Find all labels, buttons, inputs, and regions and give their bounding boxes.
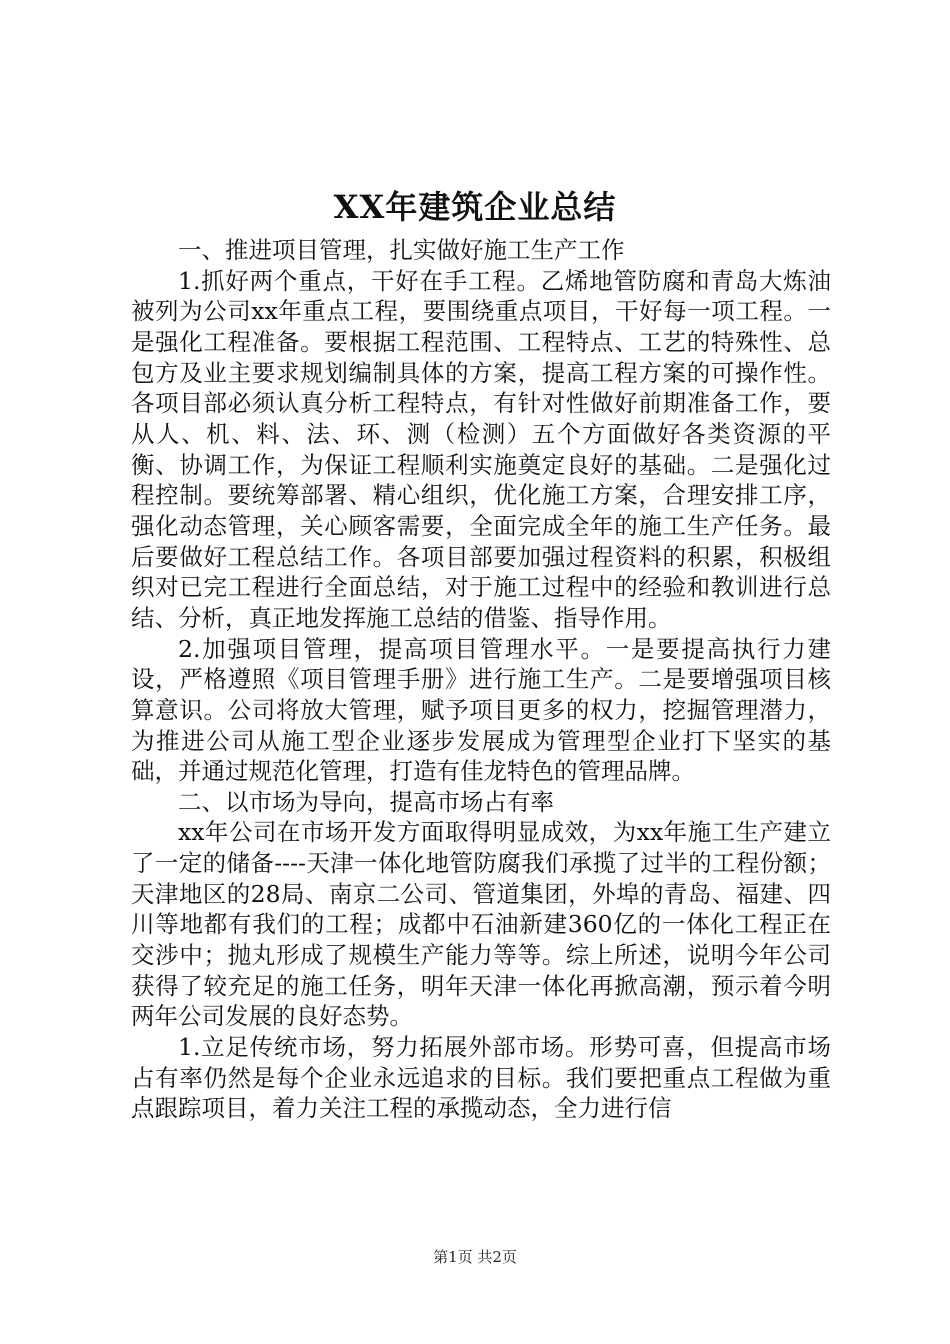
section-heading-1: 一、推进项目管理，扎实做好施工生产工作 xyxy=(178,236,625,264)
paragraph-2: 2.加强项目管理，提高项目管理水平。一是要提高执行力建设，严格遵照《项目管理手册》进行施工生产。二是要增强项目核算意识。公司将放大管理，赋予项目更多的权力，挖掘管理潜力，为推进公司从施工型企业逐步发展成为管理型企业打下坚实的基础，并通过规范化管理，打造有佳龙特色的管理品牌。 xyxy=(131,634,831,786)
document-title: XX年建筑企业总结 xyxy=(333,188,617,226)
paragraph-4: 1.立足传统市场，努力拓展外部市场。形势可喜，但提高市场占有率仍然是每个企业永远追求的目标。我们要把重点工程做为重点跟踪项目，着力关注工程的承揽动态，全力进行信 xyxy=(131,1033,831,1123)
page-footer: 第1页 共2页 xyxy=(433,1248,517,1266)
document-body xyxy=(131,235,831,1124)
paragraph-1: 1.抓好两个重点，干好在手工程。乙烯地管防腐和青岛大炼油被列为公司xx年重点工程，要围绕重点项目，干好每一项工程。一是强化工程准备。要根据工程范围、工程特点、工艺的特殊性、总包方及业主要求规划编制具体的方案，提高工程方案的可操作性。各项目部必须认真分析工程特点，有针对性做好前期准备工作，要从人、机、料、法、环、测（检测）五个方面做好各类资源的平衡、协调工作，为保证工程顺利实施奠定良好的基础。二是强化过程控制。要统筹部署、精心组织，优化施工方案，合理安排工序，强化动态管理，关心顾客需要，全面完成全年的施工生产任务。最后要做好工程总结工作。各项目部要加强过程资料的积累，积极组织对已完工程进行全面总结，对于施工过程中的经验和教训进行总结、分析，真正地发挥施工总结的借鉴、指导作用。 xyxy=(131,266,831,632)
section-heading-2: 二、以市场为导向，提高市场占有率 xyxy=(178,787,554,816)
paragraph-3: xx年公司在市场开发方面取得明显成效，为xx年施工生产建立了一定的储备----天津一体化地管防腐我们承揽了过半的工程份额；天津地区的28局、南京二公司、管道集团，外埠的青岛、福建、四川等地都有我们的工程；成都中石油新建360亿的一体化工程正在交涉中；抛丸形成了规模生产能力等等。综上所述，说明今年公司获得了较充足的施工任务，明年天津一体化再掀高潮，预示着今明两年公司发展的良好态势。 xyxy=(131,818,831,1031)
